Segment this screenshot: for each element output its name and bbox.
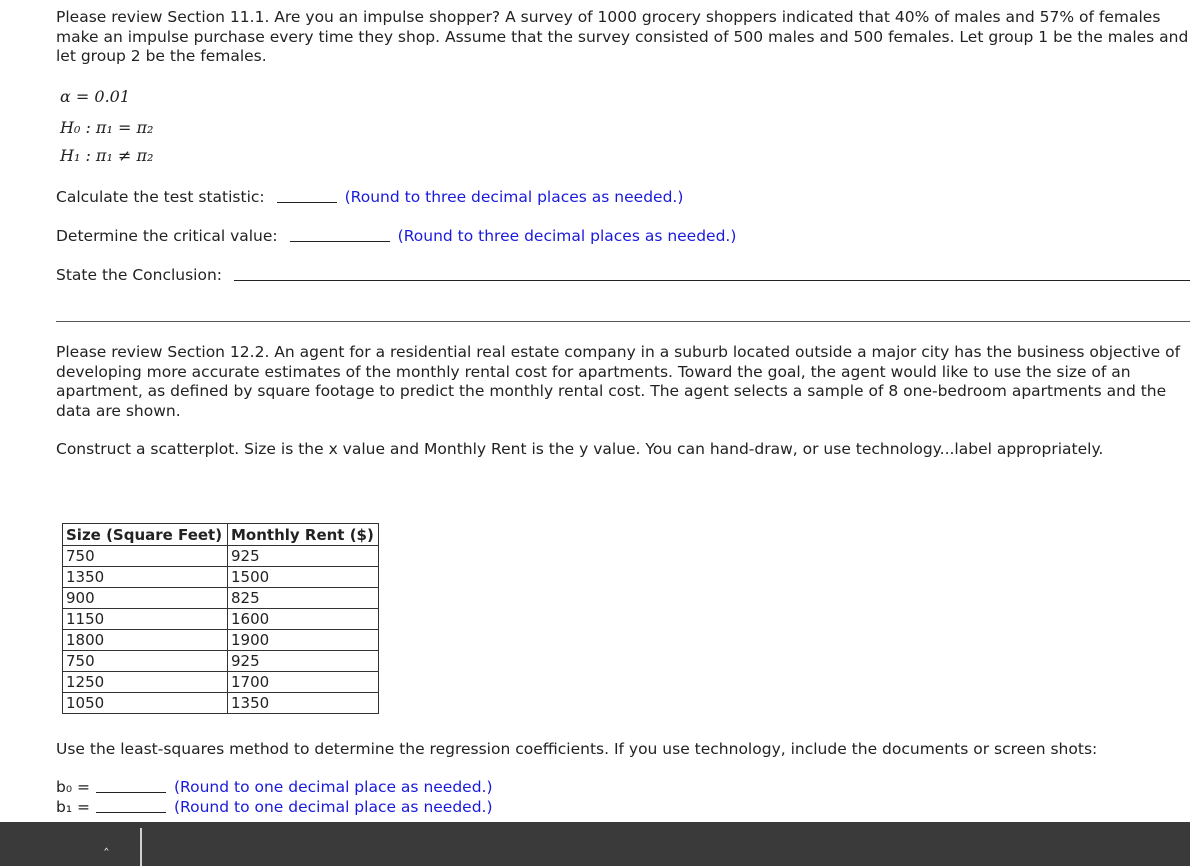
table-row bbox=[63, 609, 379, 630]
rent-cell: 1350 bbox=[228, 693, 379, 714]
conclusion-blank[interactable] bbox=[234, 279, 1190, 281]
rent-cell: 1500 bbox=[228, 567, 379, 588]
table-row bbox=[63, 567, 379, 588]
toolbar-divider bbox=[140, 828, 142, 866]
test-statistic-row bbox=[56, 188, 683, 206]
critical-value-blank[interactable] bbox=[290, 240, 390, 242]
table-row bbox=[63, 588, 379, 609]
scatter-instruction: Construct a scatterplot. Size is the x value and Monthly Rent is the y value. You can hand-draw, or use technology...label appropriately. bbox=[56, 440, 1104, 458]
conclusion-label: State the Conclusion: bbox=[56, 266, 223, 284]
rent-cell: 1600 bbox=[228, 609, 379, 630]
rent-column-header: Monthly Rent ($) bbox=[228, 524, 379, 546]
critical-value-label: Determine the critical value: bbox=[56, 227, 278, 245]
size-cell: 1250 bbox=[63, 672, 228, 693]
b1-label: b₁ = bbox=[56, 798, 90, 816]
test-statistic-hint: (Round to three decimal places as needed.) bbox=[344, 188, 684, 206]
rent-cell: 1700 bbox=[228, 672, 379, 693]
conclusion-line-2[interactable] bbox=[56, 321, 1190, 322]
size-cell: 1150 bbox=[63, 609, 228, 630]
b1-hint: (Round to one decimal place as needed.) bbox=[174, 798, 493, 816]
chevron-up-icon[interactable]: ‸ bbox=[104, 835, 109, 851]
size-cell: 750 bbox=[63, 651, 228, 672]
rent-cell: 925 bbox=[228, 546, 379, 567]
size-cell: 750 bbox=[63, 546, 228, 567]
q2-intro: Please review Section 12.2. An agent for a residential real estate company in a suburb located outside a major city has the business objective of developing more accurate estimates of the monthly rental cost for apartments. Toward the goal, the agent would like to use the size of an apartment, as defined by square footage to predict the monthly rental cost. The agent selects a sample of 8 one-bedroom apartments and the data are shown. bbox=[56, 343, 1181, 420]
test-statistic-blank[interactable] bbox=[277, 201, 337, 203]
rent-cell: 925 bbox=[228, 651, 379, 672]
bottom-toolbar bbox=[0, 822, 1190, 866]
table-row bbox=[63, 672, 379, 693]
alt-hypothesis: H₁ : π₁ ≠ π₂ bbox=[60, 146, 154, 165]
rent-cell: 1900 bbox=[228, 630, 379, 651]
rent-cell: 825 bbox=[228, 588, 379, 609]
size-cell: 1800 bbox=[63, 630, 228, 651]
size-cell: 1050 bbox=[63, 693, 228, 714]
q1-intro: Please review Section 11.1. Are you an impulse shopper? A survey of 1000 grocery shoppers indicated that 40% of males and 57% of females make an impulse purchase every time they shop. Assume that the survey consisted of 500 males and 500 females. Let group 1 be the males and let group 2 be the females. bbox=[56, 8, 1189, 65]
conclusion-row bbox=[56, 266, 1190, 284]
critical-value-row bbox=[56, 227, 736, 245]
b0-hint: (Round to one decimal place as needed.) bbox=[174, 778, 493, 796]
b1-row bbox=[56, 798, 493, 816]
size-cell: 1350 bbox=[63, 567, 228, 588]
test-statistic-label: Calculate the test statistic: bbox=[56, 188, 265, 206]
b0-blank[interactable] bbox=[96, 791, 166, 793]
b0-label: b₀ = bbox=[56, 778, 90, 796]
size-cell: 900 bbox=[63, 588, 228, 609]
table-header-row bbox=[63, 524, 379, 546]
b1-blank[interactable] bbox=[96, 811, 166, 813]
apartment-data-table bbox=[62, 523, 379, 714]
table-row bbox=[63, 546, 379, 567]
size-column-header: Size (Square Feet) bbox=[63, 524, 228, 546]
table-row bbox=[63, 630, 379, 651]
table-row bbox=[63, 651, 379, 672]
critical-value-hint: (Round to three decimal places as needed.) bbox=[397, 227, 737, 245]
b0-row bbox=[56, 778, 493, 796]
null-hypothesis: H₀ : π₁ = π₂ bbox=[60, 118, 154, 137]
table-row bbox=[63, 693, 379, 714]
least-squares-instruction: Use the least-squares method to determine the regression coefficients. If you use technology, include the documents or screen shots: bbox=[56, 740, 1098, 758]
alpha-value: α = 0.01 bbox=[60, 87, 131, 106]
